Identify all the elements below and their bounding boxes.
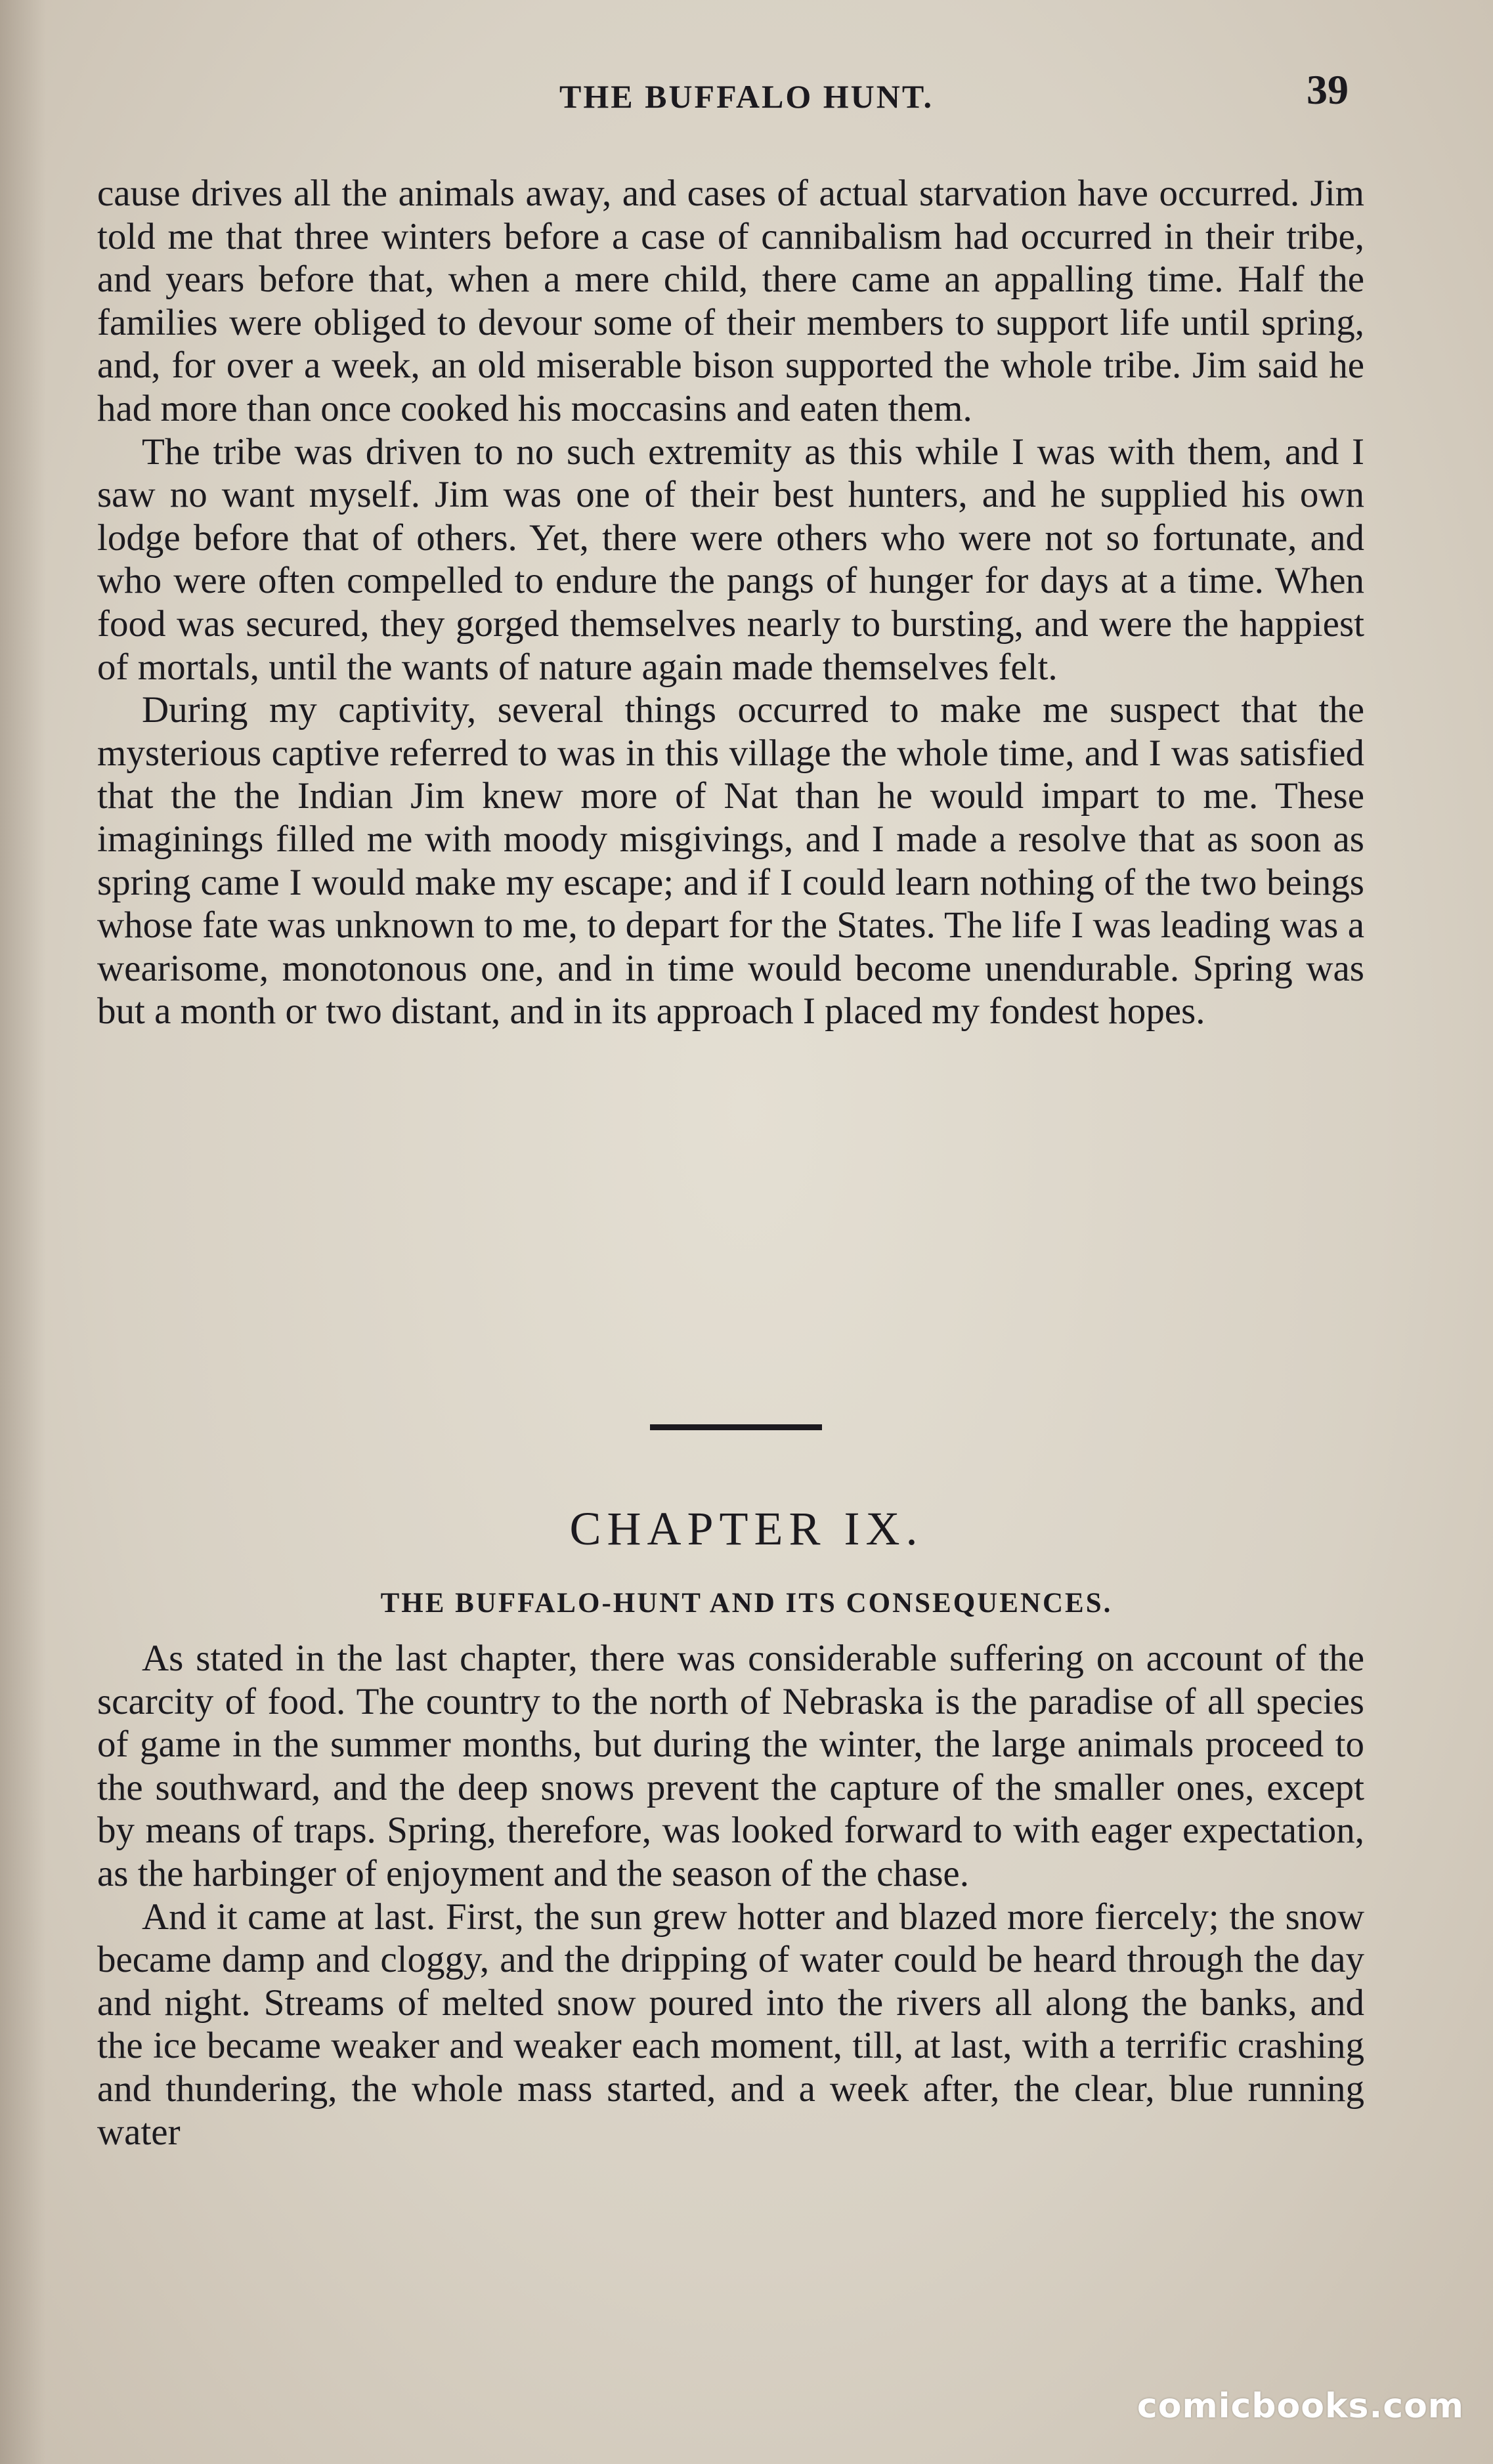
paragraph-captivity: During my captivity, several things occurred to make me suspect that the mysterious captive referred to was in this village the whole time, and I was satisfied that the the Indian Jim knew more of Nat than he would impart to me. These imaginings filled me with moody misgivings, and I made a resolve that as soon as spring came I would make my escape; and if I could learn nothing of the two beings whose fate was unknown to me, to depart for the States. The life I was leading was a wearisome, monotonous one, and in time would become unendurable. Spring was but a month or two distant, and in its approach I placed my fondest hopes. bbox=[97, 689, 1364, 1032]
source-watermark: comicbooks.com bbox=[1136, 2387, 1464, 2426]
running-head: THE BUFFALO HUNT. bbox=[559, 78, 934, 115]
body-text-top bbox=[97, 172, 1364, 1033]
paragraph-tribe: The tribe was driven to no such extremity as this while I was with them, and I saw no want myself. Jim was one of their best hunters, and he supplied his own lodge before that of others. Yet, there were others who were not so fortunate, and who were often compelled to endure the pangs of hunger for days at a time. When food was secured, they gorged themselves nearly to bursting, and were the happiest of mortals, until the wants of nature again made themselves felt. bbox=[97, 431, 1364, 688]
paragraph-scarcity: As stated in the last chapter, there was considerable suffering on account of the scarcity of food. The country to the north of Nebraska is the paradise of all species of game in the summer months, but during the winter, the large animals proceed to the southward, and the deep snows prevent the capture of the smaller ones, except by means of traps. Spring, therefore, was looked forward to with eager expectation, as the harbinger of enjoyment and the season of the chase. bbox=[97, 1638, 1364, 1894]
page-number: 39 bbox=[1307, 66, 1349, 113]
paragraph-spring: And it came at last. First, the sun grew hotter and blazed more fiercely; the snow became damp and cloggy, and the dripping of water could be heard through the day and night. Streams of melted snow poured into the rivers all along the banks, and the ice became weaker and weaker each moment, till, at last, with a terrific crashing and thundering, the whole mass started, and a week after, the clear, blue running water bbox=[97, 1896, 1364, 2153]
chapter-subtitle: THE BUFFALO-HUNT AND ITS CONSEQUENCES. bbox=[380, 1588, 1113, 1619]
section-divider-rule bbox=[650, 1424, 822, 1430]
chapter-title: CHAPTER IX. bbox=[569, 1502, 924, 1555]
body-text-chapter bbox=[97, 1637, 1364, 2154]
paragraph-continuation: cause drives all the animals away, and cases of actual starvation have occurred. Jim told me that three winters before a case of cannibalism had occurred in their tribe, and years before that, when a mere child, there came an appalling time. Half the families were obliged to devour some of their members to support life until spring, and, for over a week, an old miserable bison supported the whole tribe. Jim said he had more than once cooked his moccasins and eaten them. bbox=[97, 173, 1364, 429]
